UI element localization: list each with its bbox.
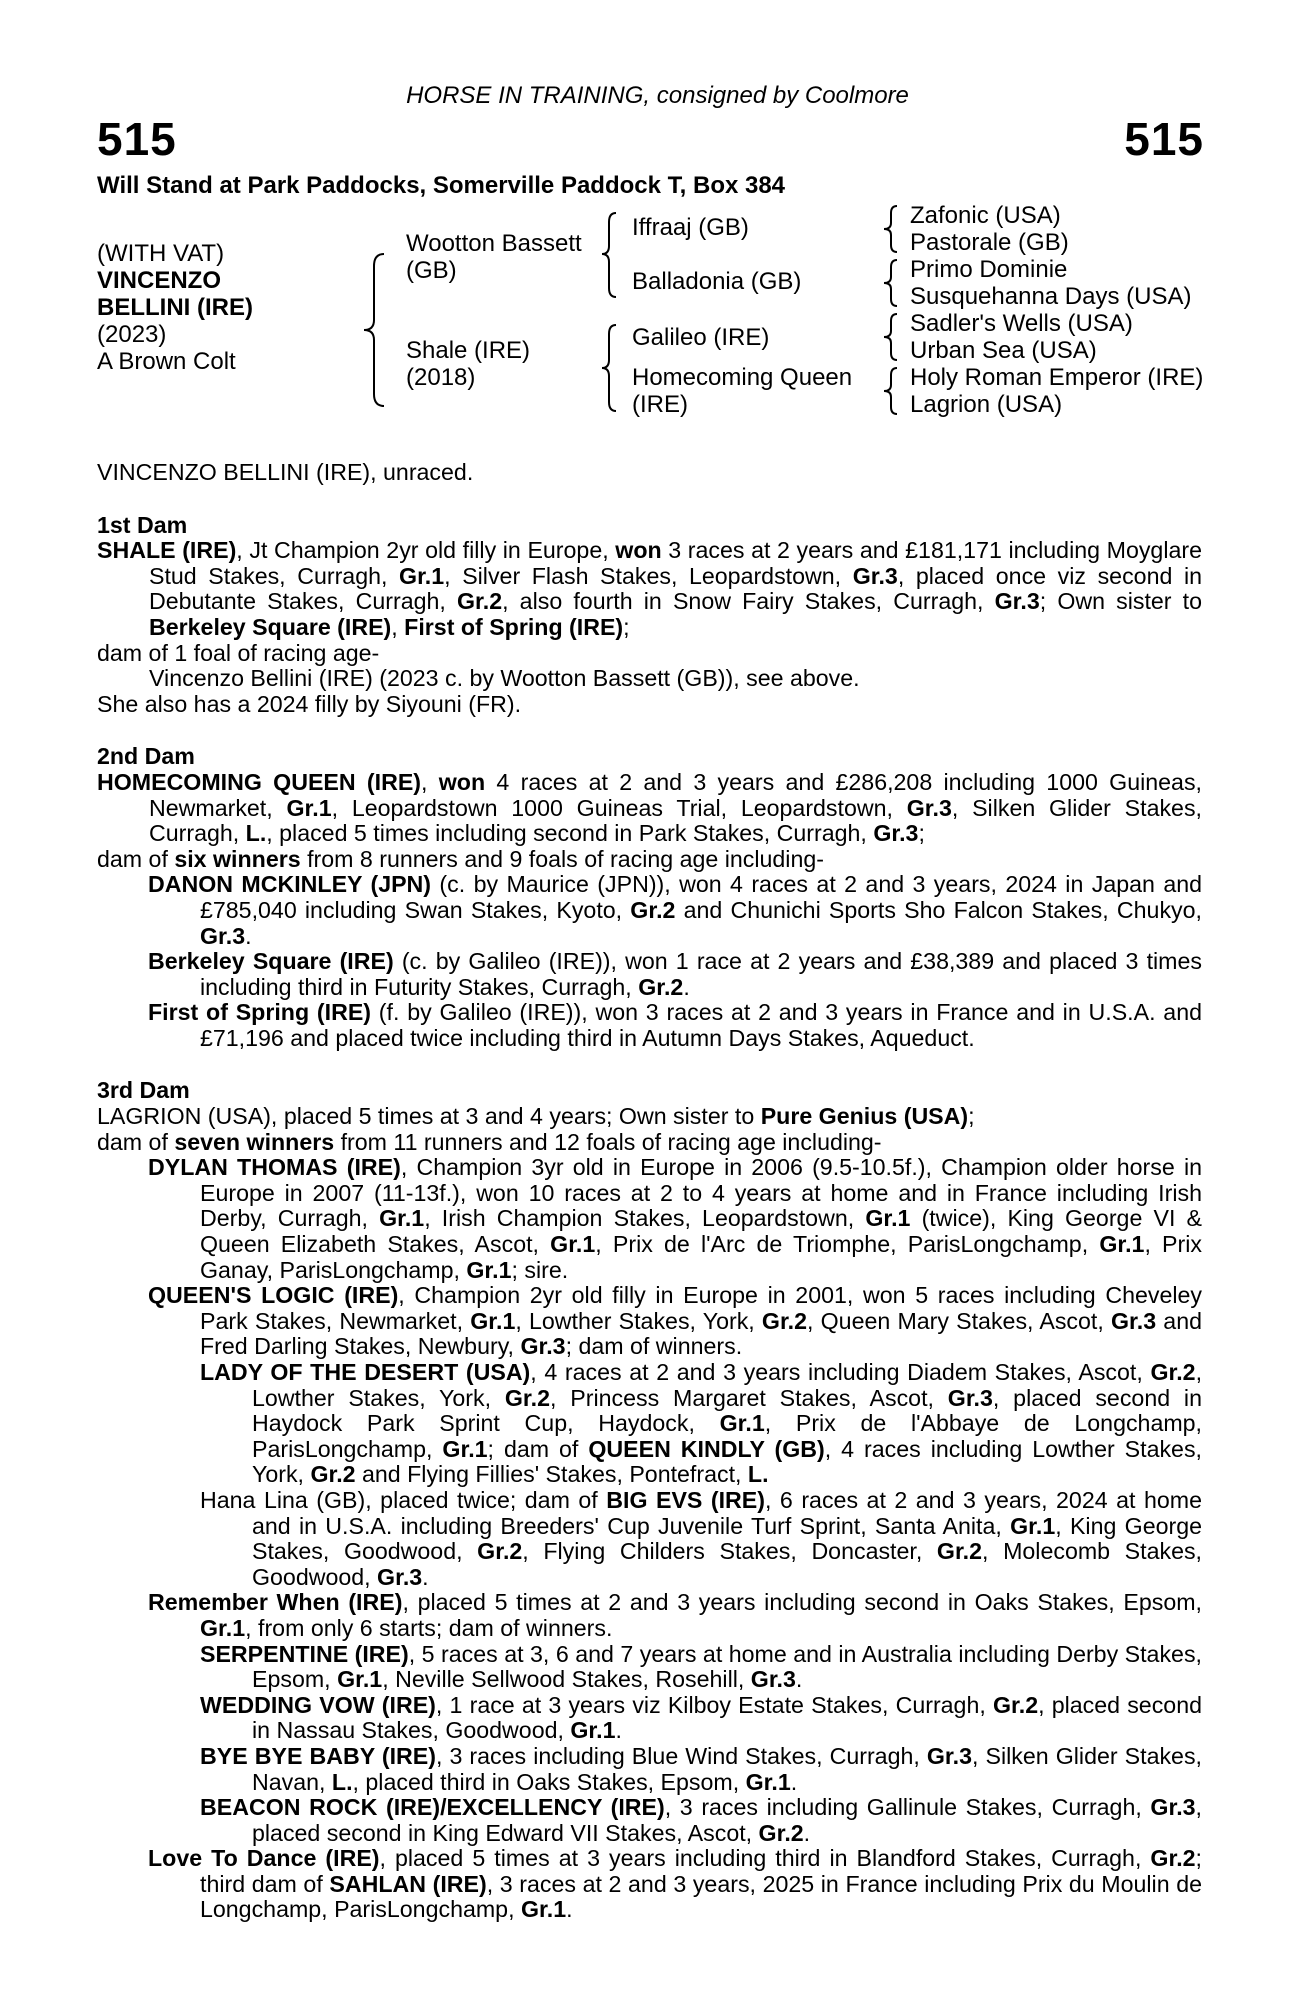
pedigree-sire-sire: Iffraaj (GB) xyxy=(632,214,749,241)
dam1-extra: She also has a 2024 filly by Siyouni (FR). xyxy=(97,690,522,717)
dam3-progeny-serpentine: SERPENTINE (IRE), 5 races at 3, 6 and 7 years at home and in Australia including Derby Stakes, Epsom, Gr.1, Neville Sellwood Stakes, Rosehill, Gr.3. xyxy=(200,1640,1202,1693)
unraced-line: VINCENZO BELLINI (IRE), unraced. xyxy=(97,459,474,485)
dam2-progeny-berkeley-square: Berkeley Square (IRE) (c. by Galileo (IRE)), won 1 race at 2 years and £38,389 and placed 3 times including third in Futurity Stakes, Curragh, Gr.2. xyxy=(148,948,1202,1000)
horse-name-line-2: BELLINI (IRE) xyxy=(97,294,253,321)
gen3-ddd: Lagrion (USA) xyxy=(910,391,1063,418)
pedigree-gen3-c xyxy=(910,310,1133,364)
horse-info xyxy=(97,240,253,375)
gen3-dss: Sadler's Wells (USA) xyxy=(910,310,1133,337)
pedigree-dam-dam xyxy=(632,364,852,418)
catalogue-body xyxy=(97,460,1202,1923)
dam3-progeny-love-to-dance: Love To Dance (IRE), placed 5 times at 3 years including third in Blandford Stakes, Curragh, Gr.2; third dam of SAHLAN (IRE), 3 races at 2 and 3 years, 2025 in France including Prix du Moulin de Longchamp, ParisLongchamp, Gr.1. xyxy=(148,1845,1203,1923)
dam2-foals-line: dam of six winners from 8 runners and 9 foals of racing age including- xyxy=(97,845,824,872)
dam1-heading: 1st Dam xyxy=(97,511,188,538)
dam-dam-country: (IRE) xyxy=(632,391,688,418)
sire-name: Wootton Bassett xyxy=(406,230,582,257)
pedigree-gen3-d xyxy=(910,364,1203,418)
dam3-progeny-lady-of-the-desert: LADY OF THE DESERT (USA), 4 races at 2 and 3 years including Diadem Stakes, Ascot, Gr.2, Lowther Stakes, York, Gr.2, Princess Margaret Stakes, Ascot, Gr.3, placed second in Haydock Park Sprint Cup, Haydock, Gr.1, Prix de l'Abbaye de Longchamp, ParisLongchamp, Gr.1; dam of QUEEN KINDLY (GB), 4 races including Lowther Stakes, York, Gr.2 and Flying Fillies' Stakes, Pontefract, L. xyxy=(200,1359,1203,1488)
dam3-progeny-queens-logic: QUEEN'S LOGIC (IRE), Champion 2yr old filly in Europe in 2001, won 5 races including Cheveley Park Stakes, Newmarket, Gr.1, Lowther Stakes, York, Gr.2, Queen Mary Stakes, Ascot, Gr.3 and Fred Darling Stakes, Newbury, Gr.3; dam of winners. xyxy=(148,1282,1202,1360)
catalogue-subtitle: HORSE IN TRAINING, consigned by Coolmore xyxy=(406,82,909,109)
dam2-progeny-danon-mckinley: DANON MCKINLEY (JPN) (c. by Maurice (JPN)), won 4 races at 2 and 3 years, 2024 in Japan and £785,040 including Swan Stakes, Kyoto, Gr.2 and Chunichi Sports Sho Falcon Stakes, Chukyo, Gr.3. xyxy=(148,871,1203,949)
dam3-record: LAGRION (USA), placed 5 times at 3 and 4 years; Own sister to Pure Genius (USA); xyxy=(97,1103,975,1130)
dam3-heading: 3rd Dam xyxy=(97,1077,190,1104)
pedigree-dam-sire: Galileo (IRE) xyxy=(632,324,770,351)
gen3-ssd: Pastorale (GB) xyxy=(910,229,1069,256)
gen3-sdd: Susquehanna Days (USA) xyxy=(910,283,1192,310)
pedigree-gen3-a xyxy=(910,202,1069,256)
pedigree-dam xyxy=(406,337,530,391)
lot-number-right: 515 xyxy=(1124,113,1204,165)
dam3-progeny-dylan-thomas: DYLAN THOMAS (IRE), Champion 3yr old in Europe in 2006 (9.5-10.5f.), Champion older horse in Europe in 2007 (11-13f.), won 10 races at 2 to 4 years at home and in France including Irish Derby, Curragh, Gr.1, Irish Champion Stakes, Leopardstown, Gr.1 (twice), King George VI & Queen Elizabeth Stakes, Ascot, Gr.1, Prix de l'Arc de Triomphe, ParisLongchamp, Gr.1, Prix Ganay, ParisLongchamp, Gr.1; sire. xyxy=(148,1154,1203,1283)
pedigree-sire-dam: Balladonia (GB) xyxy=(632,268,802,295)
dam2-heading: 2nd Dam xyxy=(97,743,195,770)
dam2-record: HOMECOMING QUEEN (IRE), won 4 races at 2 and 3 years and £286,208 including 1000 Guineas, Newmarket, Gr.1, Leopardstown 1000 Guineas Trial, Leopardstown, Gr.3, Silken Glider Stakes, Curragh, L., placed 5 times including second in Park Stakes, Curragh, Gr.3; xyxy=(97,768,1202,847)
dam2-progeny-first-of-spring: First of Spring (IRE) (f. by Galileo (IRE)), won 3 races at 2 and 3 years in France and in U.S.A. and £71,196 and placed twice including third in Autumn Days Stakes, Aqueduct. xyxy=(148,999,1202,1051)
dam1-foal: Vincenzo Bellini (IRE) (2023 c. by Wootton Bassett (GB)), see above. xyxy=(149,665,860,692)
pedigree-sire-bracket xyxy=(598,210,620,300)
pedigree-gen3-b xyxy=(910,256,1191,310)
gen3-dsd: Urban Sea (USA) xyxy=(910,337,1097,364)
pedigree-sire xyxy=(406,230,582,284)
dam1-record: SHALE (IRE), Jt Champion 2yr old filly in Europe, won 3 races at 2 years and £181,171 including Moyglare Stud Stakes, Curragh, Gr.1, Silver Flash Stakes, Leopardstown, Gr.3, placed once viz second in Debutante Stakes, Curragh, Gr.2, also fourth in Snow Fairy Stakes, Curragh, Gr.3; Own sister to Berkeley Square (IRE), First of Spring (IRE); xyxy=(97,537,1203,640)
dam-name: Shale (IRE) xyxy=(406,337,531,364)
pedigree-bracket-sd xyxy=(880,257,902,309)
dam3-progeny-wedding-vow: WEDDING VOW (IRE), 1 race at 3 years viz Kilboy Estate Stakes, Curragh, Gr.2, placed second in Nassau Stakes, Goodwood, Gr.1. xyxy=(200,1691,1202,1744)
pedigree-main-bracket xyxy=(360,250,390,410)
dam3-progeny-bye-bye-baby: BYE BYE BABY (IRE), 3 races including Blue Wind Stakes, Curragh, Gr.3, Silken Glider Stakes, Navan, L., placed third in Oaks Stakes, Epsom, Gr.1. xyxy=(200,1742,1202,1795)
dam-year: (2018) xyxy=(406,364,476,391)
pedigree-bracket-ds xyxy=(880,311,902,363)
dam1-foals-line: dam of 1 foal of racing age- xyxy=(97,639,380,666)
pedigree-bracket-dd xyxy=(880,365,902,417)
dam-dam-name: Homecoming Queen xyxy=(632,364,853,391)
horse-year: (2023) xyxy=(97,321,167,348)
horse-description: A Brown Colt xyxy=(97,348,236,375)
pedigree-bracket-ss xyxy=(880,203,902,255)
dam3-progeny-beacon-rock: BEACON ROCK (IRE)/EXCELLENCY (IRE), 3 races including Gallinule Stakes, Curragh, Gr.3, placed second in King Edward VII Stakes, Ascot, Gr.2. xyxy=(200,1794,1202,1846)
dam3-progeny-remember-when: Remember When (IRE), placed 5 times at 2 and 3 years including second in Oaks Stakes, Epsom, Gr.1, from only 6 starts; dam of winners. xyxy=(148,1589,1202,1641)
pedigree-dam-bracket xyxy=(598,322,620,414)
dam3-progeny-hana-lina: Hana Lina (GB), placed twice; dam of BIG EVS (IRE), 6 races at 2 and 3 years, 2024 at home and in U.S.A. including Breeders' Cup Juvenile Turf Sprint, Santa Anita, Gr.1, King George Stakes, Goodwood, Gr.2, Flying Childers Stakes, Doncaster, Gr.2, Molecomb Stakes, Goodwood, Gr.3. xyxy=(200,1486,1202,1590)
lot-number-left: 515 xyxy=(97,113,177,165)
horse-name-line-1: VINCENZO xyxy=(97,267,222,294)
sire-country: (GB) xyxy=(406,257,457,284)
gen3-sds: Primo Dominie xyxy=(910,256,1068,283)
dam3-foals-line: dam of seven winners from 11 runners and 12 foals of racing age including- xyxy=(97,1128,882,1155)
vat-note: (WITH VAT) xyxy=(97,240,225,267)
stand-location: Will Stand at Park Paddocks, Somerville Paddock T, Box 384 xyxy=(97,172,786,199)
gen3-sss: Zafonic (USA) xyxy=(910,202,1061,229)
gen3-dds: Holy Roman Emperor (IRE) xyxy=(910,364,1204,391)
